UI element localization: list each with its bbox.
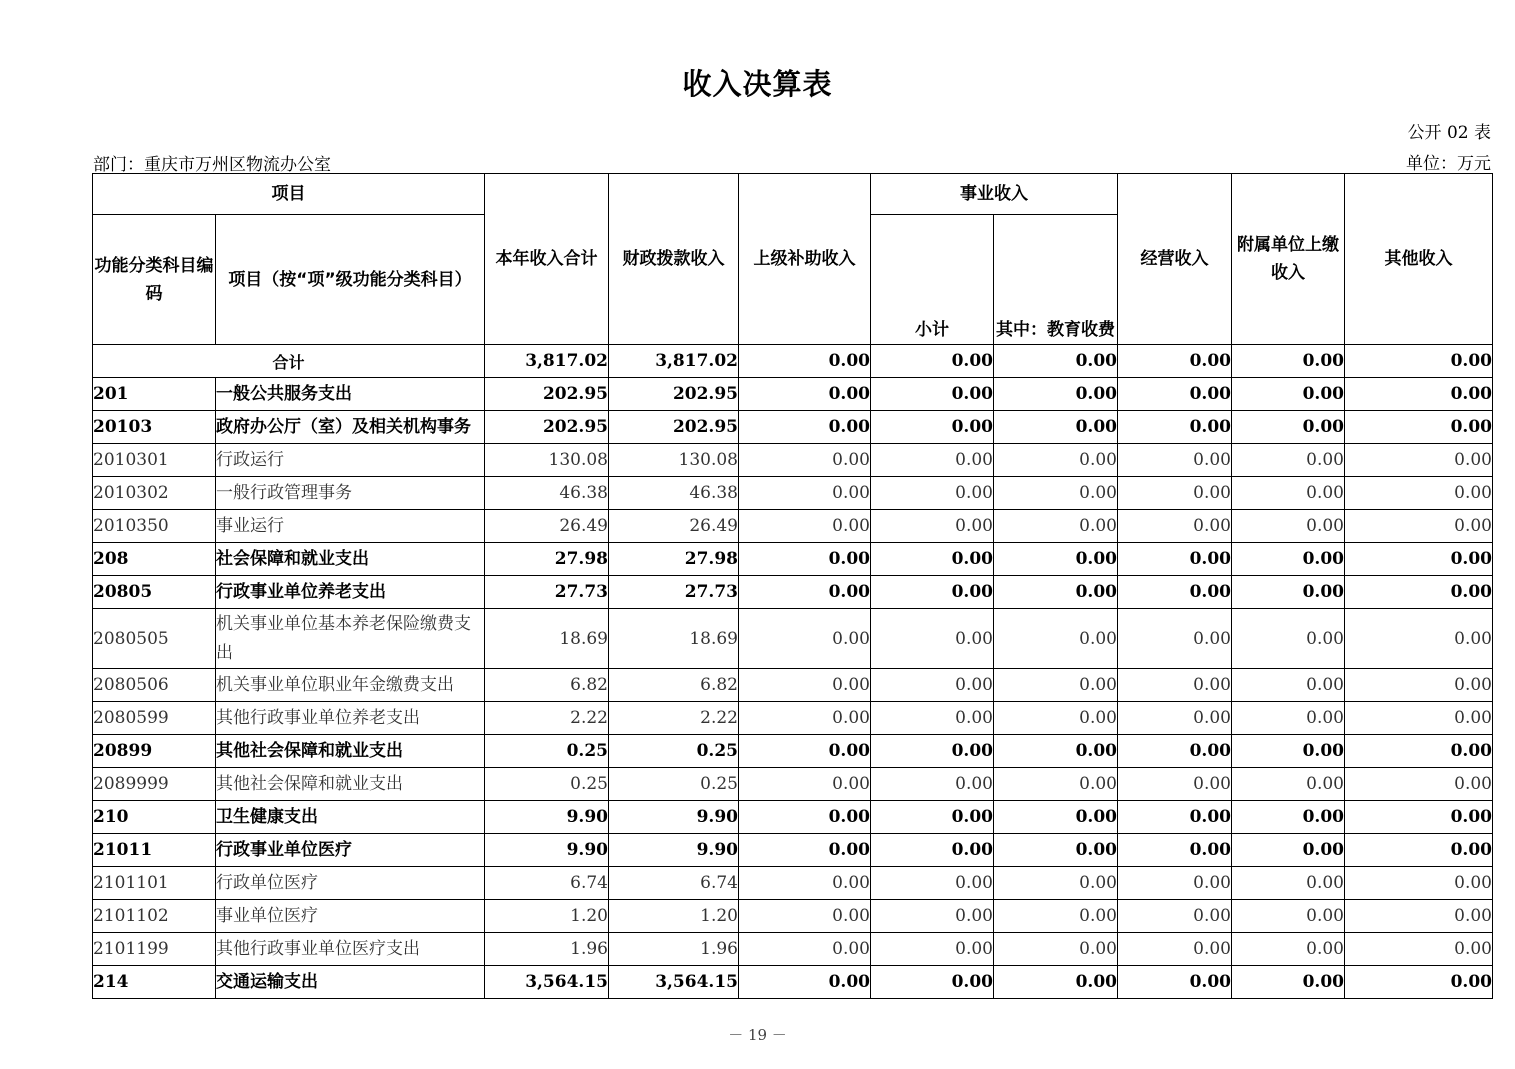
row-value: 0.00 [1118, 933, 1232, 966]
row-value: 18.69 [609, 609, 739, 669]
row-value: 3,564.15 [485, 966, 609, 999]
row-value: 0.00 [994, 768, 1118, 801]
row-value: 0.00 [1345, 867, 1493, 900]
row-value: 0.00 [871, 768, 994, 801]
row-name: 机关事业单位职业年金缴费支出 [216, 669, 485, 702]
row-value: 0.00 [871, 801, 994, 834]
row-value: 0.00 [1232, 543, 1345, 576]
header-operating: 经营收入 [1118, 174, 1232, 345]
row-code: 20899 [93, 735, 216, 768]
row-code: 208 [93, 543, 216, 576]
row-value: 0.00 [1232, 576, 1345, 609]
row-name: 行政事业单位医疗 [216, 834, 485, 867]
row-code: 2080599 [93, 702, 216, 735]
row-value: 0.00 [1232, 378, 1345, 411]
row-value: 0.00 [871, 411, 994, 444]
row-name: 交通运输支出 [216, 966, 485, 999]
header-business-income: 事业收入 [871, 174, 1118, 215]
table-row [93, 609, 1493, 669]
total-value: 0.00 [1232, 345, 1345, 378]
row-value: 0.00 [1345, 834, 1493, 867]
row-value: 0.00 [1118, 543, 1232, 576]
row-code: 20805 [93, 576, 216, 609]
row-value: 6.74 [485, 867, 609, 900]
row-value: 0.00 [739, 510, 871, 543]
page-number: － 19 － [728, 1026, 787, 1044]
row-value: 0.00 [994, 735, 1118, 768]
row-code: 2010350 [93, 510, 216, 543]
row-value: 0.00 [739, 378, 871, 411]
row-value: 202.95 [609, 411, 739, 444]
header-project: 项目 [93, 174, 485, 215]
header-item-name: 项目（按“项”级功能分类科目） [216, 215, 485, 345]
row-name: 事业运行 [216, 510, 485, 543]
row-value: 130.08 [609, 444, 739, 477]
row-value: 202.95 [609, 378, 739, 411]
row-value: 0.00 [739, 966, 871, 999]
table-row [93, 801, 1493, 834]
row-value: 130.08 [485, 444, 609, 477]
row-value: 0.00 [1345, 444, 1493, 477]
row-value: 0.00 [871, 900, 994, 933]
row-value: 9.90 [609, 801, 739, 834]
row-value: 0.00 [1232, 411, 1345, 444]
row-value: 0.00 [1118, 768, 1232, 801]
row-name: 卫生健康支出 [216, 801, 485, 834]
row-name: 政府办公厅（室）及相关机构事务 [216, 411, 485, 444]
row-value: 0.00 [871, 735, 994, 768]
row-value: 0.00 [1232, 834, 1345, 867]
row-value: 0.00 [1118, 576, 1232, 609]
row-code: 2101199 [93, 933, 216, 966]
row-value: 6.82 [609, 669, 739, 702]
row-value: 0.00 [1345, 543, 1493, 576]
row-value: 18.69 [485, 609, 609, 669]
row-value: 0.00 [994, 411, 1118, 444]
header-upper-subsidy: 上级补助收入 [739, 174, 871, 345]
table-body [93, 345, 1493, 999]
table-row [93, 702, 1493, 735]
row-value: 26.49 [485, 510, 609, 543]
row-value: 0.00 [994, 867, 1118, 900]
row-value: 0.00 [994, 477, 1118, 510]
row-value: 0.00 [1118, 378, 1232, 411]
row-value: 0.00 [871, 966, 994, 999]
row-value: 2.22 [609, 702, 739, 735]
row-value: 0.00 [871, 576, 994, 609]
row-value: 3,564.15 [609, 966, 739, 999]
row-code: 2080505 [93, 609, 216, 669]
row-value: 0.00 [994, 669, 1118, 702]
table-row [93, 576, 1493, 609]
table-row [93, 900, 1493, 933]
total-value: 0.00 [739, 345, 871, 378]
row-value: 27.73 [609, 576, 739, 609]
row-value: 9.90 [485, 801, 609, 834]
row-value: 0.00 [1118, 477, 1232, 510]
row-value: 0.00 [1345, 933, 1493, 966]
total-label: 合计 [93, 345, 485, 378]
row-value: 0.00 [739, 702, 871, 735]
table-row [93, 444, 1493, 477]
row-value: 0.00 [1345, 576, 1493, 609]
row-value: 0.00 [871, 510, 994, 543]
header-fiscal: 财政拨款收入 [609, 174, 739, 345]
header-education-fee: 其中：教育收费 [994, 215, 1118, 345]
row-value: 0.00 [871, 609, 994, 669]
row-value: 0.00 [994, 543, 1118, 576]
row-value: 0.00 [871, 378, 994, 411]
table-row [93, 933, 1493, 966]
row-code: 21011 [93, 834, 216, 867]
total-value: 0.00 [871, 345, 994, 378]
row-name: 行政事业单位养老支出 [216, 576, 485, 609]
row-value: 0.00 [1232, 867, 1345, 900]
row-value: 27.73 [485, 576, 609, 609]
row-value: 26.49 [609, 510, 739, 543]
row-value: 0.00 [1345, 669, 1493, 702]
table-row [93, 735, 1493, 768]
row-value: 9.90 [609, 834, 739, 867]
header-subtotal: 小计 [871, 215, 994, 345]
row-value: 0.00 [739, 768, 871, 801]
table-row [93, 378, 1493, 411]
row-value: 1.20 [609, 900, 739, 933]
row-code: 2101101 [93, 867, 216, 900]
row-value: 0.00 [994, 444, 1118, 477]
row-value: 1.96 [609, 933, 739, 966]
row-value: 0.00 [1345, 900, 1493, 933]
header-total-income: 本年收入合计 [485, 174, 609, 345]
row-name: 一般公共服务支出 [216, 378, 485, 411]
row-name: 事业单位医疗 [216, 900, 485, 933]
row-value: 0.00 [1118, 966, 1232, 999]
row-value: 0.00 [1232, 510, 1345, 543]
row-value: 0.00 [994, 609, 1118, 669]
total-value: 0.00 [1345, 345, 1493, 378]
table-row [93, 669, 1493, 702]
row-value: 0.00 [1345, 801, 1493, 834]
row-name: 社会保障和就业支出 [216, 543, 485, 576]
table-row [93, 411, 1493, 444]
table-row [93, 867, 1493, 900]
row-code: 20103 [93, 411, 216, 444]
row-value: 0.00 [1345, 510, 1493, 543]
row-value: 0.00 [871, 933, 994, 966]
row-value: 0.00 [1118, 444, 1232, 477]
row-value: 0.00 [1345, 702, 1493, 735]
row-value: 0.00 [1345, 609, 1493, 669]
row-value: 0.00 [739, 867, 871, 900]
row-value: 0.00 [1118, 702, 1232, 735]
row-code: 210 [93, 801, 216, 834]
row-code: 201 [93, 378, 216, 411]
row-value: 0.00 [1232, 477, 1345, 510]
row-value: 0.00 [1232, 900, 1345, 933]
total-row [93, 345, 1493, 378]
row-value: 0.00 [1232, 735, 1345, 768]
row-name: 其他社会保障和就业支出 [216, 735, 485, 768]
table-row [93, 966, 1493, 999]
page-title: 收入决算表 [682, 67, 833, 101]
row-value: 0.00 [1232, 669, 1345, 702]
row-value: 0.00 [739, 576, 871, 609]
row-value: 0.00 [1232, 702, 1345, 735]
income-table [92, 173, 1493, 999]
form-number: 公开 02 表 [1407, 123, 1491, 143]
row-value: 1.96 [485, 933, 609, 966]
row-value: 0.00 [739, 444, 871, 477]
row-value: 0.00 [1118, 669, 1232, 702]
row-name: 其他行政事业单位医疗支出 [216, 933, 485, 966]
row-value: 0.00 [1345, 768, 1493, 801]
total-value: 3,817.02 [609, 345, 739, 378]
row-code: 2101102 [93, 900, 216, 933]
row-value: 0.00 [1232, 768, 1345, 801]
row-name: 行政运行 [216, 444, 485, 477]
row-value: 0.00 [1345, 735, 1493, 768]
row-value: 0.00 [739, 669, 871, 702]
row-value: 0.00 [1345, 411, 1493, 444]
row-value: 0.00 [994, 801, 1118, 834]
row-value: 0.25 [485, 735, 609, 768]
table-row [93, 543, 1493, 576]
row-value: 0.00 [1118, 735, 1232, 768]
row-value: 0.00 [1118, 510, 1232, 543]
row-value: 1.20 [485, 900, 609, 933]
row-value: 0.00 [871, 867, 994, 900]
header-affiliated: 附属单位上缴收入 [1232, 174, 1345, 345]
total-value: 0.00 [994, 345, 1118, 378]
row-value: 46.38 [485, 477, 609, 510]
row-value: 0.00 [994, 900, 1118, 933]
row-value: 0.00 [1232, 444, 1345, 477]
row-value: 0.00 [1345, 966, 1493, 999]
row-value: 0.00 [1232, 801, 1345, 834]
row-value: 0.00 [739, 801, 871, 834]
row-value: 0.00 [739, 609, 871, 669]
row-value: 0.00 [994, 933, 1118, 966]
row-value: 0.00 [994, 966, 1118, 999]
row-value: 0.00 [1118, 834, 1232, 867]
row-value: 6.82 [485, 669, 609, 702]
row-value: 27.98 [609, 543, 739, 576]
table-header [93, 174, 1493, 345]
department-label: 部门：重庆市万州区物流办公室 [93, 155, 331, 175]
row-value: 0.00 [994, 576, 1118, 609]
row-name: 其他行政事业单位养老支出 [216, 702, 485, 735]
row-value: 0.00 [1118, 609, 1232, 669]
row-value: 0.00 [871, 477, 994, 510]
row-value: 0.00 [994, 702, 1118, 735]
row-value: 0.00 [739, 411, 871, 444]
row-value: 0.25 [485, 768, 609, 801]
row-name: 行政单位医疗 [216, 867, 485, 900]
row-value: 0.00 [1118, 867, 1232, 900]
row-value: 6.74 [609, 867, 739, 900]
row-code: 2010301 [93, 444, 216, 477]
row-value: 0.00 [739, 933, 871, 966]
row-name: 机关事业单位基本养老保险缴费支出 [216, 609, 485, 669]
row-value: 0.00 [871, 834, 994, 867]
row-value: 46.38 [609, 477, 739, 510]
row-code: 2010302 [93, 477, 216, 510]
row-value: 0.00 [871, 444, 994, 477]
table-row [93, 477, 1493, 510]
row-value: 0.00 [1118, 801, 1232, 834]
total-value: 3,817.02 [485, 345, 609, 378]
row-value: 0.00 [1232, 966, 1345, 999]
row-value: 0.00 [739, 834, 871, 867]
row-value: 0.00 [994, 378, 1118, 411]
row-value: 0.00 [1345, 477, 1493, 510]
row-value: 27.98 [485, 543, 609, 576]
row-code: 2080506 [93, 669, 216, 702]
row-value: 0.00 [871, 669, 994, 702]
row-value: 0.00 [871, 543, 994, 576]
table-row [93, 768, 1493, 801]
row-value: 0.00 [1232, 609, 1345, 669]
row-value: 202.95 [485, 411, 609, 444]
table-row [93, 834, 1493, 867]
row-value: 0.00 [871, 702, 994, 735]
unit-label: 单位：万元 [1406, 154, 1491, 174]
row-value: 0.00 [1232, 933, 1345, 966]
row-value: 0.25 [609, 768, 739, 801]
header-other: 其他收入 [1345, 174, 1493, 345]
row-value: 0.00 [739, 477, 871, 510]
row-value: 0.00 [1118, 411, 1232, 444]
row-value: 0.25 [609, 735, 739, 768]
row-value: 0.00 [739, 900, 871, 933]
row-value: 2.22 [485, 702, 609, 735]
row-value: 0.00 [1118, 900, 1232, 933]
row-value: 0.00 [994, 510, 1118, 543]
row-code: 214 [93, 966, 216, 999]
row-name: 一般行政管理事务 [216, 477, 485, 510]
row-value: 0.00 [739, 543, 871, 576]
total-value: 0.00 [1118, 345, 1232, 378]
row-name: 其他社会保障和就业支出 [216, 768, 485, 801]
row-value: 0.00 [994, 834, 1118, 867]
row-code: 2089999 [93, 768, 216, 801]
row-value: 0.00 [1345, 378, 1493, 411]
header-func-code: 功能分类科目编码 [93, 215, 216, 345]
row-value: 0.00 [739, 735, 871, 768]
row-value: 202.95 [485, 378, 609, 411]
row-value: 9.90 [485, 834, 609, 867]
table-row [93, 510, 1493, 543]
